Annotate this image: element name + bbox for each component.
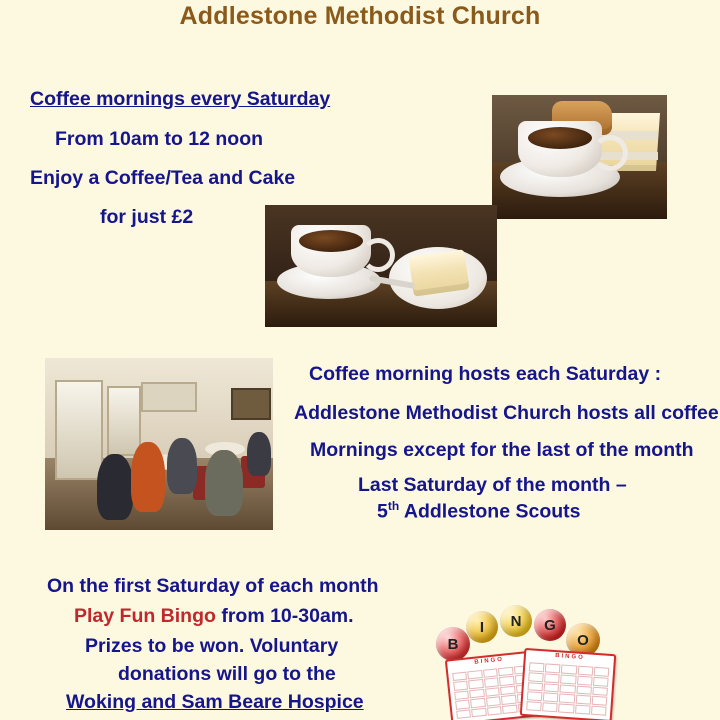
page-title: Addlestone Methodist Church	[179, 2, 541, 30]
hosts-scouts-ordinal: th	[387, 499, 400, 513]
bingo-line-3: Prizes to be won. Voluntary	[85, 635, 339, 657]
photo-coffee-cup-and-cake-slice	[265, 205, 497, 327]
photo-bingo-balls-and-cards	[430, 605, 660, 720]
bingo-ball-g: G	[534, 609, 566, 641]
bingo-highlight: Play Fun Bingo	[74, 605, 216, 627]
coffee-mornings-time: From 10am to 12 noon	[55, 128, 264, 150]
bingo-time: from 10-30am.	[215, 605, 354, 627]
bingo-ball-o: O	[566, 623, 600, 657]
hosts-line-2: Mornings except for the last of the month	[310, 439, 694, 461]
photo-church-hall-coffee-morning	[45, 358, 273, 530]
bingo-ball-n: N	[500, 605, 532, 637]
bingo-line-4: donations will go to the	[118, 663, 336, 685]
coffee-mornings-price: for just £2	[100, 206, 194, 228]
hosts-scouts-number: 5	[377, 500, 388, 523]
bingo-card-title: BINGO	[554, 653, 585, 662]
bingo-line-5: Woking and Sam Beare Hospice	[66, 691, 364, 713]
bingo-line-2	[74, 605, 354, 628]
hosts-line-4	[377, 499, 581, 524]
bingo-card-2	[520, 648, 617, 720]
hosts-heading: Coffee morning hosts each Saturday :	[309, 363, 662, 385]
bingo-line-1: On the first Saturday of each month	[47, 575, 379, 597]
bingo-ball-i: I	[466, 611, 498, 643]
bingo-card-title: BINGO	[474, 656, 505, 666]
coffee-mornings-offer: Enjoy a Coffee/Tea and Cake	[30, 167, 296, 189]
bingo-ball-b: B	[436, 627, 470, 661]
photo-cake-and-coffee-cup	[492, 95, 667, 219]
hosts-line-3: Last Saturday of the month –	[358, 474, 627, 496]
hosts-scouts-name: Addlestone Scouts	[399, 500, 581, 523]
hosts-line-1: Addlestone Methodist Church hosts all coffee	[294, 402, 719, 424]
coffee-mornings-heading: Coffee mornings every Saturday	[30, 88, 331, 110]
